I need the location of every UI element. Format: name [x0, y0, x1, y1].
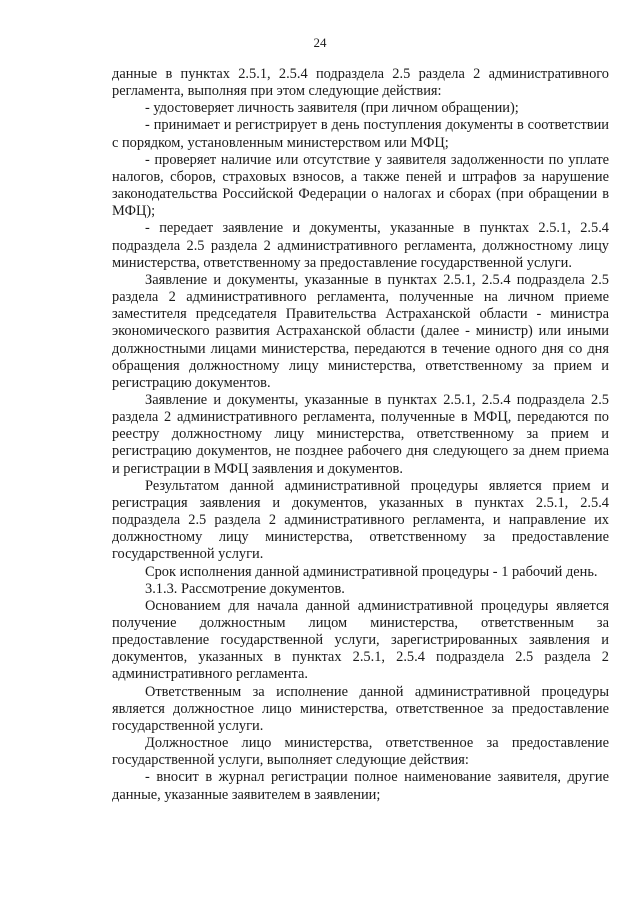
- paragraph-procedure-term: Срок исполнения данной административной процедуры - 1 рабочий день.: [145, 563, 598, 580]
- document-body: [112, 66, 609, 804]
- paragraph-basis: Основанием для начала данной административной процедуры является получение должностным лицом министерства, ответственным за предоставление государственной услуги, зарегистрированных заявления и документов, указанных в пунктах 2.5.1, 2.5.4 подраздела 2.5 раздела 2 административного регламента.: [112, 597, 609, 683]
- list-item-transfer-documents: - передает заявление и документы, указанные в пунктах 2.5.1, 2.5.4 подраздела 2.5 раздела 2 административного регламента, должностному лицу министерства, ответственному за предоставление государственной услуги.: [112, 220, 609, 271]
- section-heading-3-1-3: 3.1.3. Рассмотрение документов.: [145, 580, 345, 597]
- page-number: 24: [313, 35, 327, 50]
- paragraph-personal-reception: Заявление и документы, указанные в пунктах 2.5.1, 2.5.4 подраздела 2.5 раздела 2 административного регламента, полученные на личном приеме заместителя председателя Правительства Астраханской области - министра экономического развития Астраханской области (далее - министр) или иными должностными лицами министерства, передаются в течение одного дня со дня обращения должностному лицу министерства, ответственному за прием и регистрацию документов.: [112, 271, 609, 391]
- list-item-journal-entry: - вносит в журнал регистрации полное наименование заявителя, другие данные, указанные заявителем в заявлении;: [112, 769, 609, 803]
- list-item-check-debts: - проверяет наличие или отсутствие у заявителя задолженности по уплате налогов, сборов, страховых взносов, а также пеней и штрафов за нарушение законодательства Российской Федерации о налогах и сборах (при обращении в МФЦ);: [112, 151, 609, 220]
- paragraph-mfc-transfer: Заявление и документы, указанные в пунктах 2.5.1, 2.5.4 подраздела 2.5 раздела 2 административного регламента, полученные в МФЦ, передаются по реестру должностному лицу министерства, ответственному за прием и регистрацию документов, не позднее рабочего дня следующего за днем приема и регистрации в МФЦ заявления и документов.: [112, 391, 609, 477]
- paragraph-official-actions: Должностное лицо министерства, ответственное за предоставление государственной услуги, выполняет следующие действия:: [112, 735, 609, 769]
- list-item-register-documents: - принимает и регистрирует в день поступления документы в соответствии с порядком, установленным министерством или МФЦ;: [112, 117, 609, 151]
- paragraph-procedure-result: Результатом данной административной процедуры является прием и регистрация заявления и документов, указанных в пунктах 2.5.1, 2.5.4 подраздела 2.5 раздела 2 административного регламента, и направление их должностному лицу министерства, ответственному за предоставление государственной услуги.: [112, 477, 609, 563]
- paragraph-continuation: данные в пунктах 2.5.1, 2.5.4 подраздела 2.5 раздела 2 административного регламента, выполняя при этом следующие действия:: [112, 66, 609, 100]
- list-item-verify-identity: - удостоверяет личность заявителя (при личном обращении);: [145, 100, 519, 117]
- paragraph-responsible: Ответственным за исполнение данной административной процедуры является должностное лицо министерства, ответственное за предоставление государственной услуги.: [112, 683, 609, 734]
